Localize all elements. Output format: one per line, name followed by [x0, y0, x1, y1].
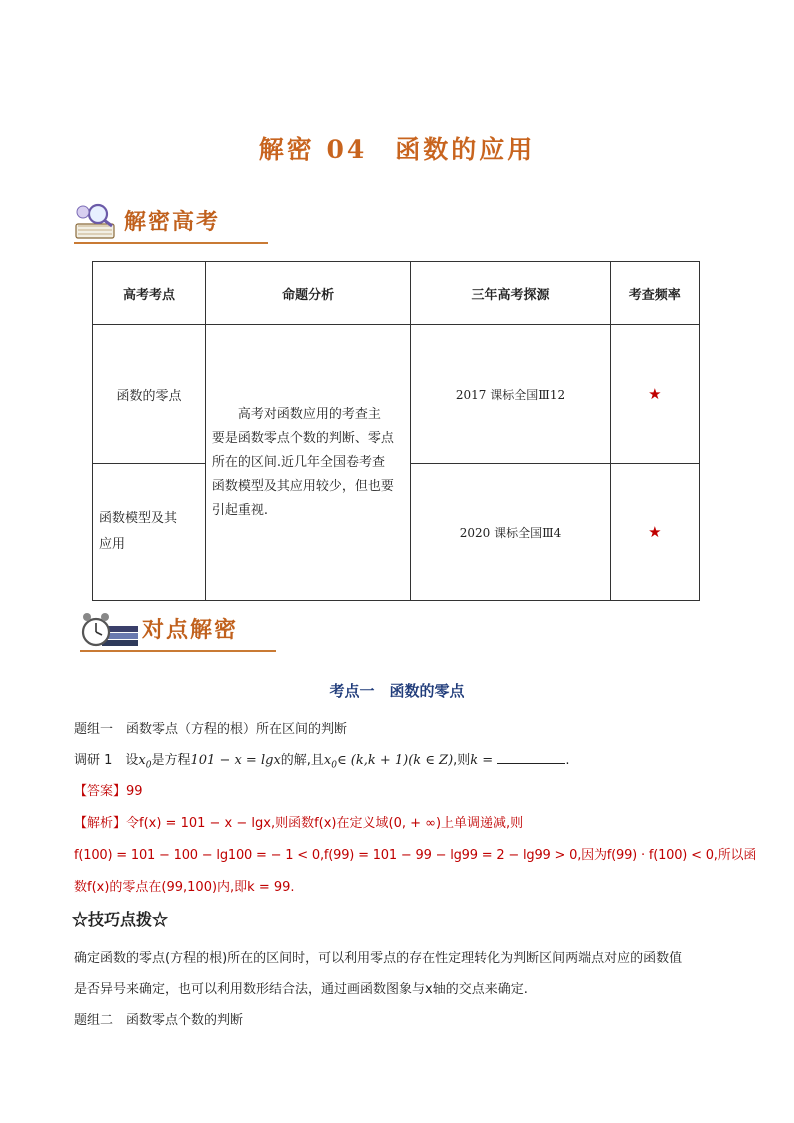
tips-heading: ☆技巧点拨☆ — [72, 910, 169, 929]
answer-value: 99 — [126, 784, 143, 799]
solution-line-2: f(100) = 101 − 100 − lg100 = − 1 < 0,f(99) = 101 − 99 − lg99 = 2 − lg99 > 0,因为f(99) · f(100) < 0,所以函 — [74, 848, 757, 863]
analysis-line: 函数模型及其应用较少，但也要 — [211, 478, 394, 494]
analysis-line: 高考对函数应用的考查主 — [237, 406, 381, 422]
table-cell-topic — [93, 464, 206, 601]
table-cell-analysis — [205, 325, 411, 601]
math-condition: ∈ (k,k + 1)(k ∈ Z) — [337, 753, 454, 768]
research-text: 是方程 — [151, 753, 191, 768]
research-question-1: 调研 1 设$x_0$是方程101 − x = lgx的解,且$x_0\in$ (k,k + 1)(k ∈ Z),则k = . — [74, 749, 569, 771]
table-header-cell: 三年高考探源 — [411, 262, 610, 325]
point-heading: 考点一 函数的零点 — [329, 682, 465, 700]
section-underline — [74, 242, 268, 244]
research-text: ,则 — [453, 753, 471, 768]
solution-line-3: 数f(x)的零点在(99,100)内,即k = 99. — [74, 880, 295, 895]
analysis-line: 所在的区间.近几年全国卷考查 — [211, 454, 386, 470]
solution-line-1: 【解析】令f(x) = 101 − x − lgx,则函数f(x)在定义域(0, + ∞)上单调递减,则 — [74, 816, 524, 831]
table-cell-topic: 函数的零点 — [93, 325, 206, 464]
table-header-cell: 高考考点 — [93, 262, 206, 325]
section-header-jiemi-gaokao — [74, 198, 274, 244]
group-heading-2: 题组二 函数零点个数的判断 — [74, 1013, 244, 1028]
analysis-line: 引起重视. — [211, 502, 269, 518]
section-label-jiemi-gaokao: 解密高考 — [124, 210, 221, 235]
table-cell-source: 2020 课标全国Ⅲ4 — [411, 464, 610, 601]
analysis-line: 要是函数零点个数的判断、零点 — [211, 430, 394, 446]
topic-line: 函数模型及其 — [99, 511, 178, 526]
topic-line: 应用 — [99, 537, 126, 552]
clock-books-icon — [80, 608, 140, 652]
table-cell-frequency — [610, 464, 699, 601]
exam-analysis-table — [92, 261, 700, 601]
math-equation: 101 − x = lgx — [190, 753, 281, 768]
table-cell-frequency — [610, 325, 699, 464]
table-cell-source: 2017 课标全国Ⅲ12 — [411, 325, 610, 464]
table-header-row — [93, 262, 700, 325]
group-heading-1: 题组一 函数零点（方程的根）所在区间的判断 — [74, 722, 348, 737]
page-title: 解密 04 函数的应用 — [258, 135, 536, 164]
magnifier-book-icon — [74, 202, 120, 244]
section-label-duidian-jiemi: 对点解密 — [142, 618, 239, 643]
section-underline — [80, 650, 276, 652]
research-text: 的解,且 — [280, 753, 324, 768]
answer-blank — [497, 750, 565, 764]
table-header-cell: 命题分析 — [205, 262, 411, 325]
tips-line-2: 是否异号来确定，也可以利用数形结合法，通过画函数图象与x轴的交点来确定. — [74, 982, 528, 997]
math-k: k = — [470, 753, 494, 768]
tips-line-1: 确定函数的零点(方程的根)所在的区间时，可以利用零点的存在性定理转化为判断区间两端点对应的函数值 — [74, 951, 683, 966]
table-header-cell: 考查频率 — [610, 262, 699, 325]
research-end: . — [565, 753, 570, 768]
answer-label: 【答案】 — [74, 784, 127, 799]
table-row — [93, 325, 700, 464]
answer-line — [74, 780, 143, 799]
research-prefix: 调研 1 设 — [74, 753, 139, 768]
math-x0: x — [138, 753, 146, 768]
section-header-duidian-jiemi — [80, 604, 280, 652]
star-icon: ★ — [648, 385, 662, 403]
star-icon: ★ — [648, 523, 662, 541]
